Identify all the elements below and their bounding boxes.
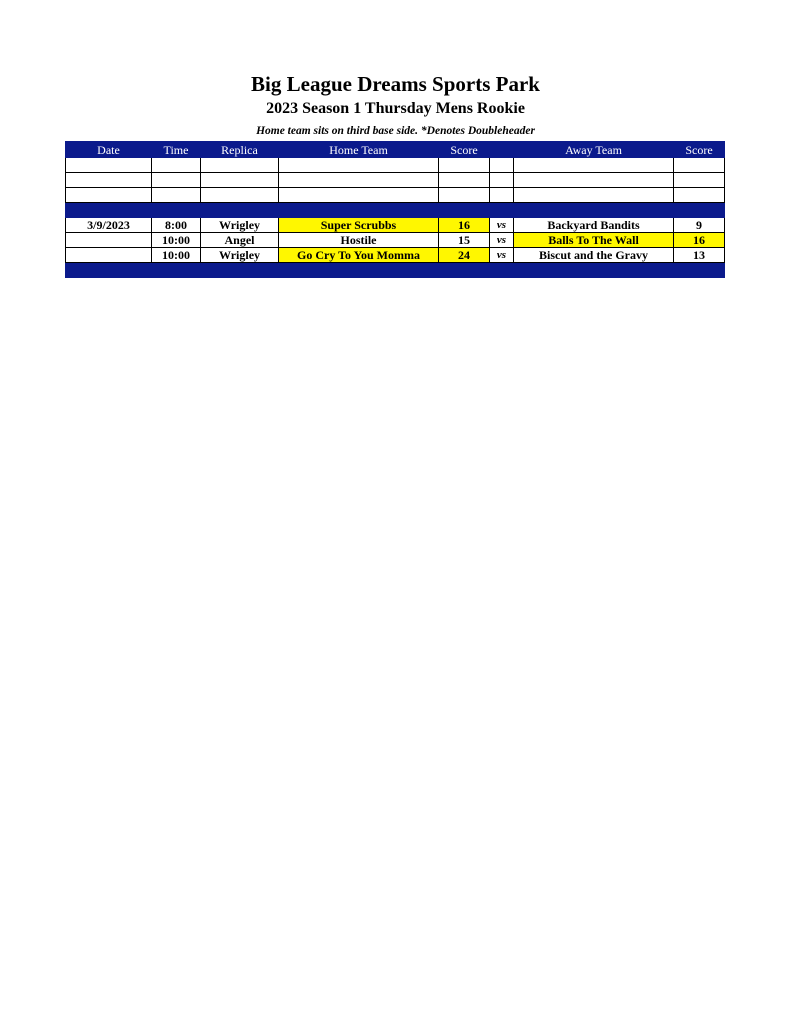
home-score: 15 bbox=[439, 233, 490, 248]
game-date bbox=[66, 248, 152, 263]
separator-row bbox=[66, 263, 725, 278]
game-date: 3/9/2023 bbox=[66, 218, 152, 233]
vs-label: vs bbox=[490, 248, 514, 263]
home-score: 24 bbox=[439, 248, 490, 263]
column-header-replica: Replica bbox=[201, 142, 279, 158]
vs-label: vs bbox=[490, 233, 514, 248]
home-team: Hostile bbox=[279, 233, 439, 248]
game-row bbox=[66, 218, 725, 233]
column-header-home-team: Home Team bbox=[279, 142, 439, 158]
away-team: Balls To The Wall bbox=[514, 233, 674, 248]
column-header-date: Date bbox=[66, 142, 152, 158]
column-header-vs bbox=[490, 142, 514, 158]
away-team: Biscut and the Gravy bbox=[514, 248, 674, 263]
game-time: 10:00 bbox=[152, 233, 201, 248]
column-header-time: Time bbox=[152, 142, 201, 158]
separator-row bbox=[66, 203, 725, 218]
page-title: Big League Dreams Sports Park bbox=[251, 72, 540, 96]
away-score: 13 bbox=[674, 248, 725, 263]
away-team: Backyard Bandits bbox=[514, 218, 674, 233]
away-score: 16 bbox=[674, 233, 725, 248]
game-replica: Angel bbox=[201, 233, 279, 248]
vs-label: vs bbox=[490, 218, 514, 233]
empty-row bbox=[66, 173, 725, 188]
game-date bbox=[66, 233, 152, 248]
game-row bbox=[66, 248, 725, 263]
game-replica: Wrigley bbox=[201, 248, 279, 263]
page-subtitle: 2023 Season 1 Thursday Mens Rookie bbox=[266, 100, 525, 117]
header-row bbox=[66, 142, 725, 158]
column-header-away-team: Away Team bbox=[514, 142, 674, 158]
game-replica: Wrigley bbox=[201, 218, 279, 233]
doubleheader-note: Home team sits on third base side. *Denotes Doubleheader bbox=[256, 125, 535, 137]
empty-row bbox=[66, 188, 725, 203]
game-time: 10:00 bbox=[152, 248, 201, 263]
empty-row bbox=[66, 158, 725, 173]
game-row bbox=[66, 233, 725, 248]
column-header-away-score: Score bbox=[674, 142, 725, 158]
home-team: Super Scrubbs bbox=[279, 218, 439, 233]
column-header-home-score: Score bbox=[439, 142, 490, 158]
schedule-table bbox=[65, 141, 725, 278]
home-score: 16 bbox=[439, 218, 490, 233]
home-team: Go Cry To You Momma bbox=[279, 248, 439, 263]
away-score: 9 bbox=[674, 218, 725, 233]
game-time: 8:00 bbox=[152, 218, 201, 233]
